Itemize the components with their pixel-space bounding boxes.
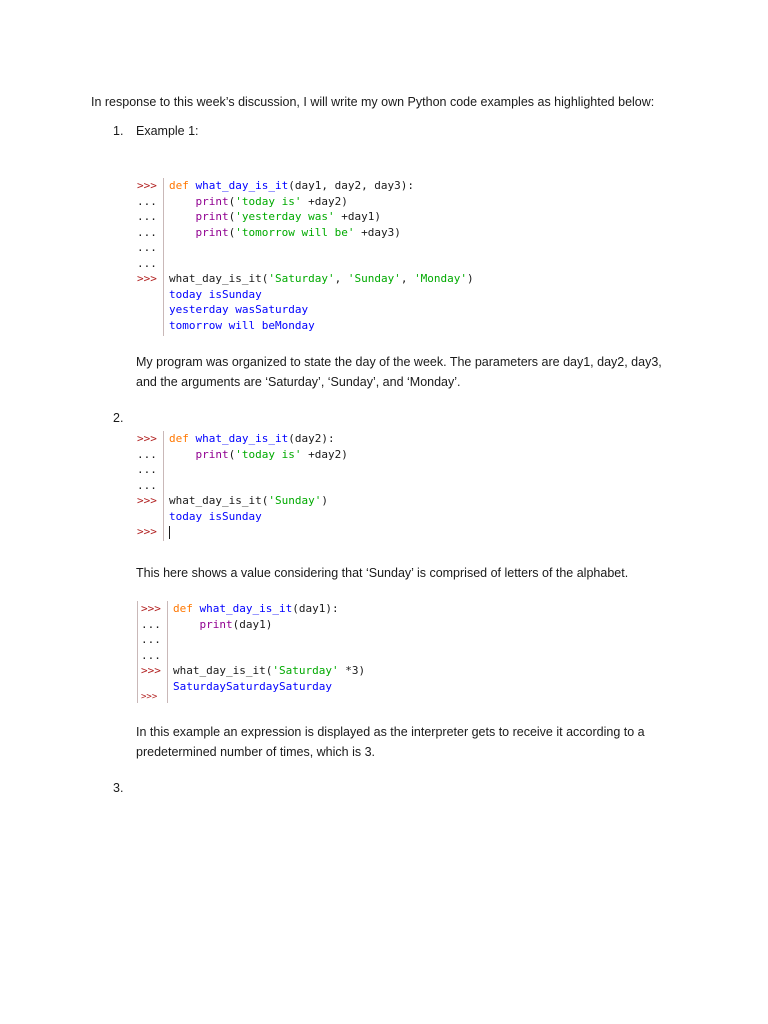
output-line: SaturdaySaturdaySaturday — [173, 679, 332, 693]
code-line-cursor — [169, 524, 348, 540]
string: 'yesterday was' — [235, 210, 335, 223]
params: (day1, day2, day3): — [288, 179, 415, 192]
code-line-blank — [173, 632, 365, 648]
list-number-3: 3. — [113, 781, 124, 795]
code-line-call — [173, 663, 365, 679]
code-line-print — [169, 209, 474, 225]
code-line-def — [169, 178, 474, 194]
function-name: what_day_is_it — [195, 179, 289, 192]
prompt-column — [141, 601, 169, 700]
function-name: what_day_is_it — [195, 432, 289, 445]
prompt: ... — [141, 648, 161, 662]
example-2a-explanation: This here shows a value considering that ‘Sunday’ is comprised of letters of the alphabet. — [136, 566, 629, 580]
prompt: >>> — [137, 272, 157, 285]
call-name: what_day_is_it( — [169, 272, 269, 285]
code-block-example-1 — [137, 178, 557, 338]
builtin: print — [195, 225, 229, 239]
string: 'today is' — [235, 194, 302, 208]
prompt: ... — [137, 241, 157, 254]
params: (day2): — [288, 432, 335, 445]
list-number-1: 1. — [113, 124, 124, 138]
function-name: what_day_is_it — [199, 602, 293, 615]
box-left-border — [137, 601, 138, 703]
code-line-call — [169, 271, 474, 287]
keyword: def — [169, 179, 189, 192]
example-1-label: Example 1: — [136, 124, 199, 138]
paren: ( — [228, 225, 236, 239]
code-line-blank — [169, 478, 348, 494]
call-name: what_day_is_it( — [173, 664, 273, 677]
code-block-example-2a — [137, 431, 437, 543]
prompt: ... — [137, 478, 157, 492]
prompt: >>> — [141, 664, 161, 677]
code-line-call — [169, 493, 348, 509]
string: 'tomorrow will be' — [235, 225, 355, 239]
code-lines — [169, 178, 474, 333]
prompt — [137, 509, 165, 525]
string: 'Saturday' — [272, 664, 339, 677]
prompt: ... — [141, 617, 161, 631]
string: 'Sunday' — [268, 494, 322, 507]
builtin: print — [195, 447, 229, 461]
prompt: >>> — [137, 179, 157, 192]
builtin: print — [199, 617, 233, 631]
output-line: yesterday wasSaturday — [169, 303, 309, 316]
code-line-print — [173, 617, 365, 633]
string: 'Saturday' — [268, 272, 335, 285]
output-line: today isSunday — [169, 287, 262, 301]
prompt: >>> — [137, 525, 157, 538]
prompt: ... — [137, 194, 157, 208]
text-cursor — [169, 526, 170, 539]
code-line-print — [169, 194, 474, 210]
prompt-separator — [167, 601, 168, 703]
prompt: ... — [137, 447, 157, 461]
paren: ( — [228, 210, 236, 223]
prompt-column — [137, 431, 165, 540]
code-line-blank — [169, 240, 474, 256]
string: 'Sunday' — [347, 272, 401, 285]
string: 'today is' — [235, 447, 302, 461]
paren: ( — [228, 194, 236, 208]
builtin: print — [195, 210, 229, 223]
prompt: ... — [137, 463, 157, 476]
prompt-separator — [163, 178, 164, 336]
code-line-def — [173, 601, 365, 617]
params: (day1): — [292, 602, 339, 615]
cut-off-prompt: >>> — [141, 694, 158, 700]
code-line-blank — [173, 648, 365, 664]
builtin: print — [195, 194, 229, 208]
prompt-separator — [163, 431, 164, 541]
comma: , — [334, 272, 348, 285]
code-lines — [169, 431, 348, 540]
prompt — [141, 679, 169, 695]
paren: ) — [321, 494, 328, 507]
prompt: >>> — [137, 494, 157, 507]
example-1-explanation: My program was organized to state the day of the week. The parameters are day1, day2, day3, and the arguments are ‘Saturday’, ‘Sunday’, and ‘Monday’. — [136, 355, 662, 389]
code-block-example-2b — [137, 601, 437, 704]
intro-paragraph: In response to this week’s discussion, I will write my own Python code examples as highlighted below: — [91, 95, 655, 109]
prompt: ... — [137, 225, 157, 239]
code-line-print — [169, 225, 474, 241]
paren: ( — [228, 447, 236, 461]
code-text: (day1) — [232, 617, 273, 631]
code-text: +day3) — [354, 225, 401, 239]
code-text: +day2) — [301, 447, 348, 461]
prompt: >>> — [141, 602, 161, 615]
code-line-def — [169, 431, 348, 447]
prompt: >>> — [137, 432, 157, 445]
call-name: what_day_is_it( — [169, 494, 269, 507]
keyword: def — [169, 432, 189, 445]
code-lines — [173, 601, 365, 694]
keyword: def — [173, 602, 193, 615]
output-line: today isSunday — [169, 509, 262, 523]
example-2b-explanation: In this example an expression is displayed as the interpreter gets to receive it according to a predetermined number of times, which is 3. — [136, 725, 645, 759]
output-line: tomorrow will beMonday — [169, 318, 315, 332]
prompt-column — [137, 178, 165, 287]
prompt: ... — [137, 210, 157, 223]
paren: ) — [467, 272, 474, 285]
code-text: *3) — [338, 664, 366, 677]
prompt: ... — [141, 633, 161, 646]
code-line-print — [169, 447, 348, 463]
string: 'Monday' — [414, 272, 468, 285]
list-number-2: 2. — [113, 411, 124, 425]
code-text: +day2) — [301, 194, 348, 208]
comma: , — [400, 272, 415, 285]
prompt: ... — [137, 256, 157, 270]
code-line-blank — [169, 462, 348, 478]
code-line-blank — [169, 256, 474, 272]
code-text: +day1) — [334, 210, 381, 223]
